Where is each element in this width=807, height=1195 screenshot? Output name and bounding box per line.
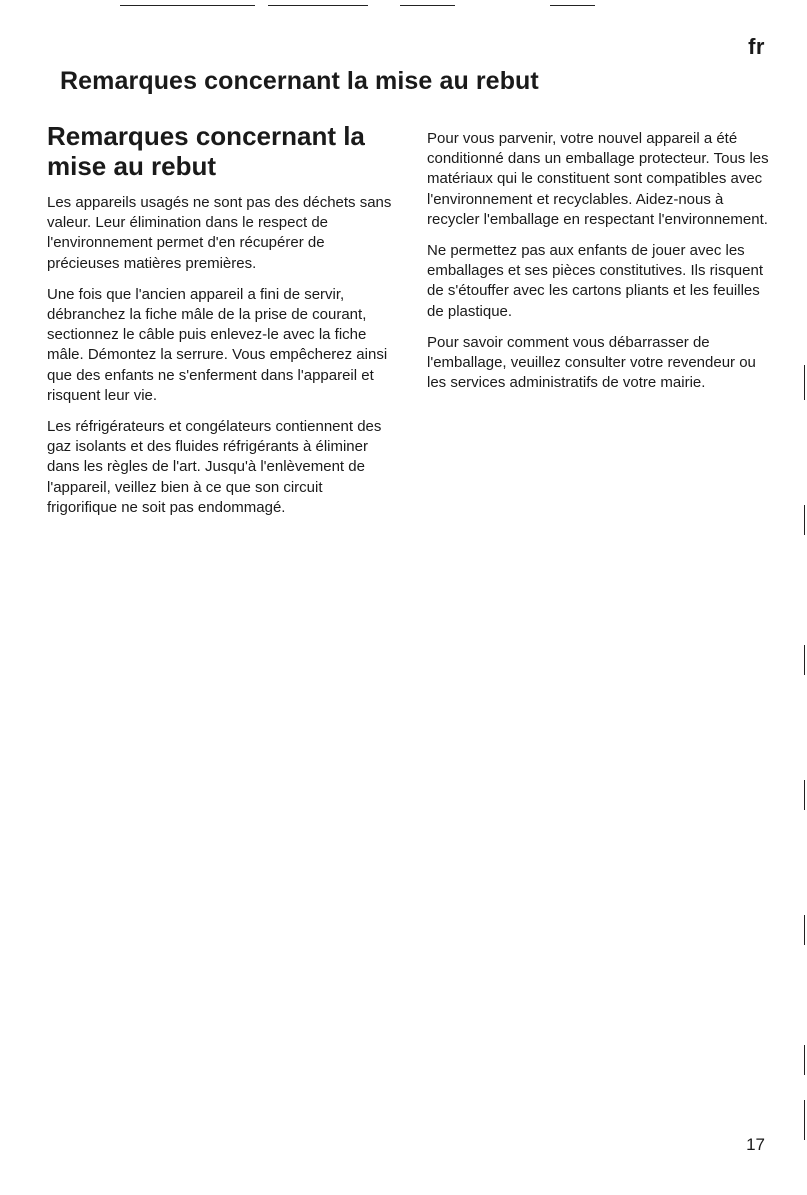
page-number: 17 (746, 1135, 765, 1154)
scan-edge-line (804, 645, 805, 675)
paragraph-packaging-disposal: Pour savoir comment vous débarrasser de l'emballage, veuillez consulter votre revendeur ou les services administratifs de votre mairie. (427, 333, 756, 392)
section-title: Remarques concernant la mise au rebut (47, 121, 365, 181)
scan-edge-line (550, 5, 595, 6)
paragraph-disconnect-appliance: Une fois que l'ancien appareil a fini de servir, débranchez la fiche mâle de la prise de courant, sectionnez le câble puis enlevez-le avec la fiche mâle. Démontez la serrure. Vous empêcherez ainsi que des enfants ne s'enferment dans l'appareil et risquent leur vie. (47, 285, 388, 404)
language-tag: fr (748, 34, 765, 59)
paragraph-used-appliances: Les appareils usagés ne sont pas des déchets sans valeur. Leur élimination dans le respect de l'environnement permet d'en récupérer de précieuses matières premières. (47, 194, 392, 272)
right-column (427, 129, 772, 404)
running-title: Remarques concernant la mise au rebut (60, 67, 539, 95)
paragraph-refrigerant-gases: Les réfrigérateurs et congélateurs contiennent des gaz isolants et des fluides réfrigérants à éliminer dans les règles de l'art. Jusqu'à l'enlèvement de l'appareil, veillez bien à ce que son circuit frigorifique ne soit pas endommagé. (47, 418, 382, 516)
scan-edge-line (804, 915, 805, 945)
scan-edge-line (804, 365, 805, 400)
scan-edge-line (804, 505, 805, 535)
paragraph-packaging: Pour vous parvenir, votre nouvel appareil a été conditionné dans un emballage protecteur. Tous les matériaux qui le constituent sont compatibles avec l'environnement et recyclables. Aidez-nous à recycler l'emballage en respectant l'environnement. (427, 130, 769, 228)
left-column (47, 121, 392, 529)
scan-edge-line (268, 5, 368, 6)
scan-edge-line (804, 1045, 805, 1075)
scan-edge-line (120, 5, 255, 6)
scan-edge-line (804, 1100, 805, 1140)
scan-edge-line (400, 5, 455, 6)
scan-edge-line (804, 780, 805, 810)
paragraph-children-warning: Ne permettez pas aux enfants de jouer avec les emballages et ses pièces constitutives. Ils risquent de s'étouffer avec les cartons pliants et les feuilles de plastique. (427, 242, 763, 320)
